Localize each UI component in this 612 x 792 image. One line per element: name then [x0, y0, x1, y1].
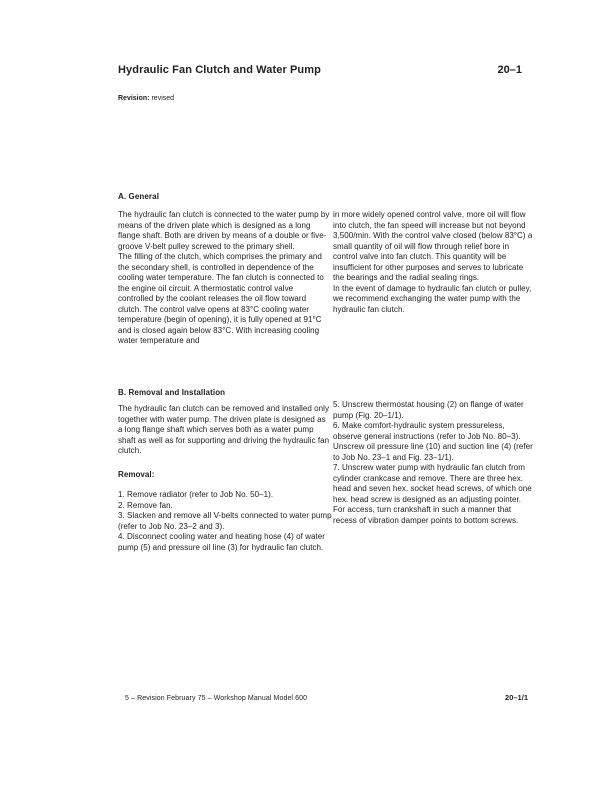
paragraph: The hydraulic fan clutch is connected to the water pump by means of the driven plate which is designed as a long flange shaft. Both are driven by means of a double or five-groove V-belt pulley screwed to the primary shell.: [118, 210, 330, 251]
list-item: 2. Remove fan.: [118, 500, 173, 510]
section-a-heading: A. General: [118, 192, 160, 201]
paragraph: in more widely opened control valve, more oil will flow into clutch, the fan speed will increase but not beyond 3,500/min. With the control valve closed (below 83°C) a small quantity of oil will flow through relief bore in control valve into fan clutch. This quantity will be insufficient for other purposes and serves to lubricate the bearings and the radial sealing rings.: [333, 210, 533, 282]
revision-value: revised: [151, 95, 175, 102]
header-page-number: 20–1: [497, 64, 522, 76]
revision-line: [118, 95, 174, 102]
list-item: 5. Unscrew thermostat housing (2) on flange of water pump (Fig. 20–1/1).: [333, 400, 524, 420]
footer-page-number: 20–1/1: [505, 693, 528, 702]
page-title: Hydraulic Fan Clutch and Water Pump: [118, 64, 321, 76]
paragraph: The filling of the clutch, which comprises the primary and the secondary shell, is controlled in dependence of the cooling water temperature. The fan clutch is connected to the engine oil circuit. A thermostatic control valve controlled by the coolant releases the oil flow toward clutch. The control valve opens at 83°C cooling water temperature (begin of opening), it is fully opened at 91°C and is closed again below 83°C. With increasing cooling water temperature and: [118, 252, 324, 345]
section-b-left-column: [118, 404, 332, 553]
footer-revision-text: 5 – Revision February 75 – Workshop Manual Model 600: [125, 695, 308, 702]
list-item: 3. Slacken and remove all V-belts connected to water pump (refer to Job No. 23–2 and 3).: [118, 511, 332, 531]
page-header: [118, 64, 522, 76]
removal-label: Removal:: [118, 469, 155, 479]
section-b-heading: B. Removal and Installation: [118, 388, 226, 397]
paragraph: The hydraulic fan clutch can be removed and installed only together with water pump. The driven plate is designed as a long flange shaft which serves both as a water pump shaft as well as for supporting and driving the hydraulic fan clutch.: [118, 404, 330, 455]
list-item: 4. Disconnect cooling water and heating hose (4) of water pump (5) and pressure oil line (3) for hydraulic fan clutch.: [118, 532, 325, 552]
revision-label: Revision:: [118, 95, 150, 102]
section-a-left-column: [118, 210, 330, 347]
section-b-right-column: [333, 400, 533, 526]
list-item: 1. Remove radiator (refer to Job No. 50–1).: [118, 490, 274, 499]
list-item: 7. Unscrew water pump with hydraulic fan clutch from cylinder crankcase and remove. There are three hex. head and seven hex. socket head screws, of which one hex. head screw is designed as an adjusting pointer. For access, turn crankshaft in such a manner that recess of vibration damper points to bottom screws.: [333, 463, 532, 525]
section-a-right-column: [333, 210, 533, 315]
list-item: 6. Make comfort-hydraulic system pressureless, observe general instructions (refer to Job No. 80–3). Unscrew oil pressure line (10) and suction line (4) (refer to Job No. 23–1 and Fig. 23–1/1).: [333, 421, 533, 462]
page-footer: [118, 693, 528, 702]
paragraph: In the event of damage to hydraulic fan clutch or pulley, we recommend exchanging the water pump with the hydraulic fan clutch.: [333, 283, 532, 314]
